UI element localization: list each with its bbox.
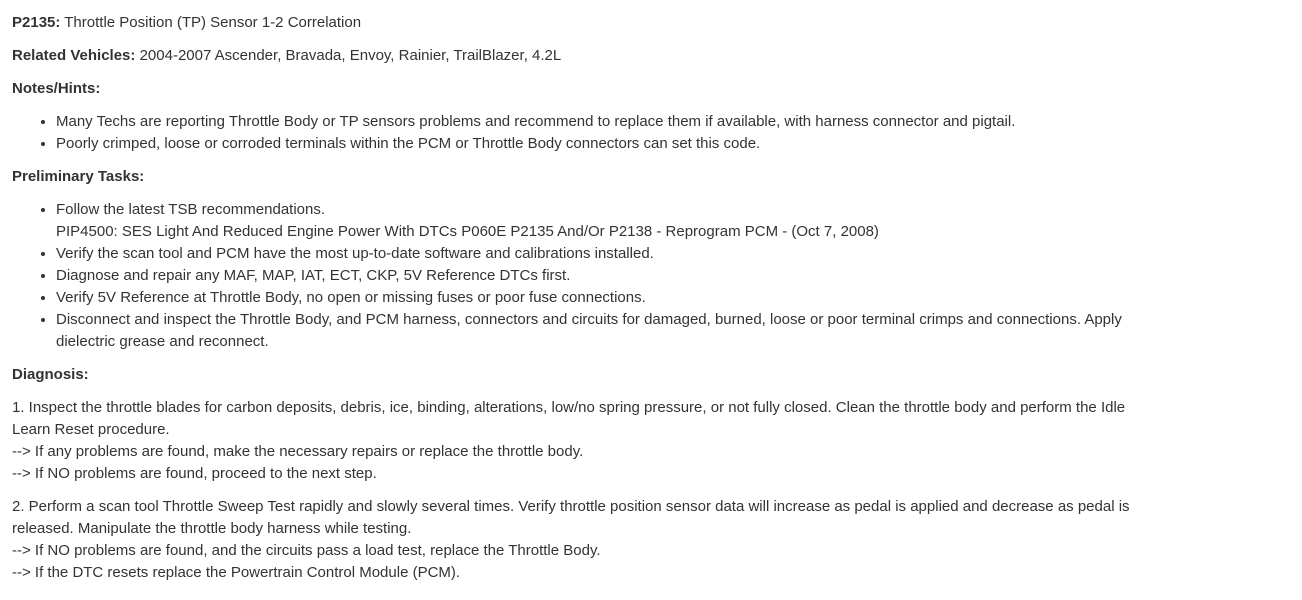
preliminary-tasks-heading: Preliminary Tasks: bbox=[12, 168, 145, 185]
tsb-reference: PIP4500: SES Light And Reduced Engine Power With DTCs P060E P2135 And/Or P2138 - Reprogram PCM - (Oct 7, 2008) bbox=[56, 223, 879, 240]
diagnosis-step-result: --> If NO problems are found, proceed to the next step. bbox=[12, 465, 377, 482]
preliminary-task-item: • Verify the scan tool and PCM have the most up-to-date software and calibrations installed. bbox=[56, 243, 1132, 265]
preliminary-task-item: • Disconnect and inspect the Throttle Body, and PCM harness, connectors and circuits for damaged, burned, loose or poor terminal crimps and connections. Apply dielectric grease and reconnect. bbox=[56, 309, 1132, 353]
dtc-code-description: Throttle Position (TP) Sensor 1-2 Correlation bbox=[60, 14, 362, 31]
notes-list bbox=[12, 111, 1132, 155]
diagnosis-step bbox=[12, 496, 1132, 584]
preliminary-task-text: • Follow the latest TSB recommendations. bbox=[56, 201, 326, 218]
preliminary-task-item: • Diagnose and repair any MAF, MAP, IAT, ECT, CKP, 5V Reference DTCs first. bbox=[56, 265, 1132, 287]
preliminary-tasks-list bbox=[12, 199, 1132, 353]
notes-item: • Many Techs are reporting Throttle Body or TP sensors problems and recommend to replace them if available, with harness connector and pigtail. bbox=[56, 111, 1132, 133]
diagnosis-step-text: 2. Perform a scan tool Throttle Sweep Test rapidly and slowly several times. Verify throttle position sensor data will increase as pedal is applied and decrease as pedal is released. Manipulate the throttle body harness while testing. bbox=[12, 498, 1130, 537]
related-vehicles-label: Related Vehicles: bbox=[12, 47, 136, 64]
diagnosis-step-result: --> If the DTC resets replace the Powertrain Control Module (PCM). bbox=[12, 564, 461, 581]
related-vehicles-line bbox=[12, 45, 1132, 67]
notes-item: • Poorly crimped, loose or corroded terminals within the PCM or Throttle Body connectors can set this code. bbox=[56, 133, 1132, 155]
diagnosis-step bbox=[12, 397, 1132, 485]
diagnosis-step-result: --> If any problems are found, make the necessary repairs or replace the throttle body. bbox=[12, 443, 584, 460]
preliminary-task-item: • Verify 5V Reference at Throttle Body, no open or missing fuses or poor fuse connections. bbox=[56, 287, 1132, 309]
diagnosis-step-text: 1. Inspect the throttle blades for carbon deposits, debris, ice, binding, alterations, low/no spring pressure, or not fully closed. Clean the throttle body and perform the Idle Learn Reset procedure. bbox=[12, 399, 1126, 438]
diagnosis-step-result: --> If NO problems are found, and the circuits pass a load test, replace the Throttle Body. bbox=[12, 542, 601, 559]
dtc-code-label: P2135: bbox=[12, 14, 61, 31]
notes-heading: Notes/Hints: bbox=[12, 80, 101, 97]
diagnosis-heading: Diagnosis: bbox=[12, 366, 89, 383]
preliminary-task-item bbox=[56, 199, 1132, 243]
related-vehicles-list: 2004-2007 Ascender, Bravada, Envoy, Rainier, TrailBlazer, 4.2L bbox=[135, 47, 562, 64]
dtc-code-line bbox=[12, 12, 1132, 34]
